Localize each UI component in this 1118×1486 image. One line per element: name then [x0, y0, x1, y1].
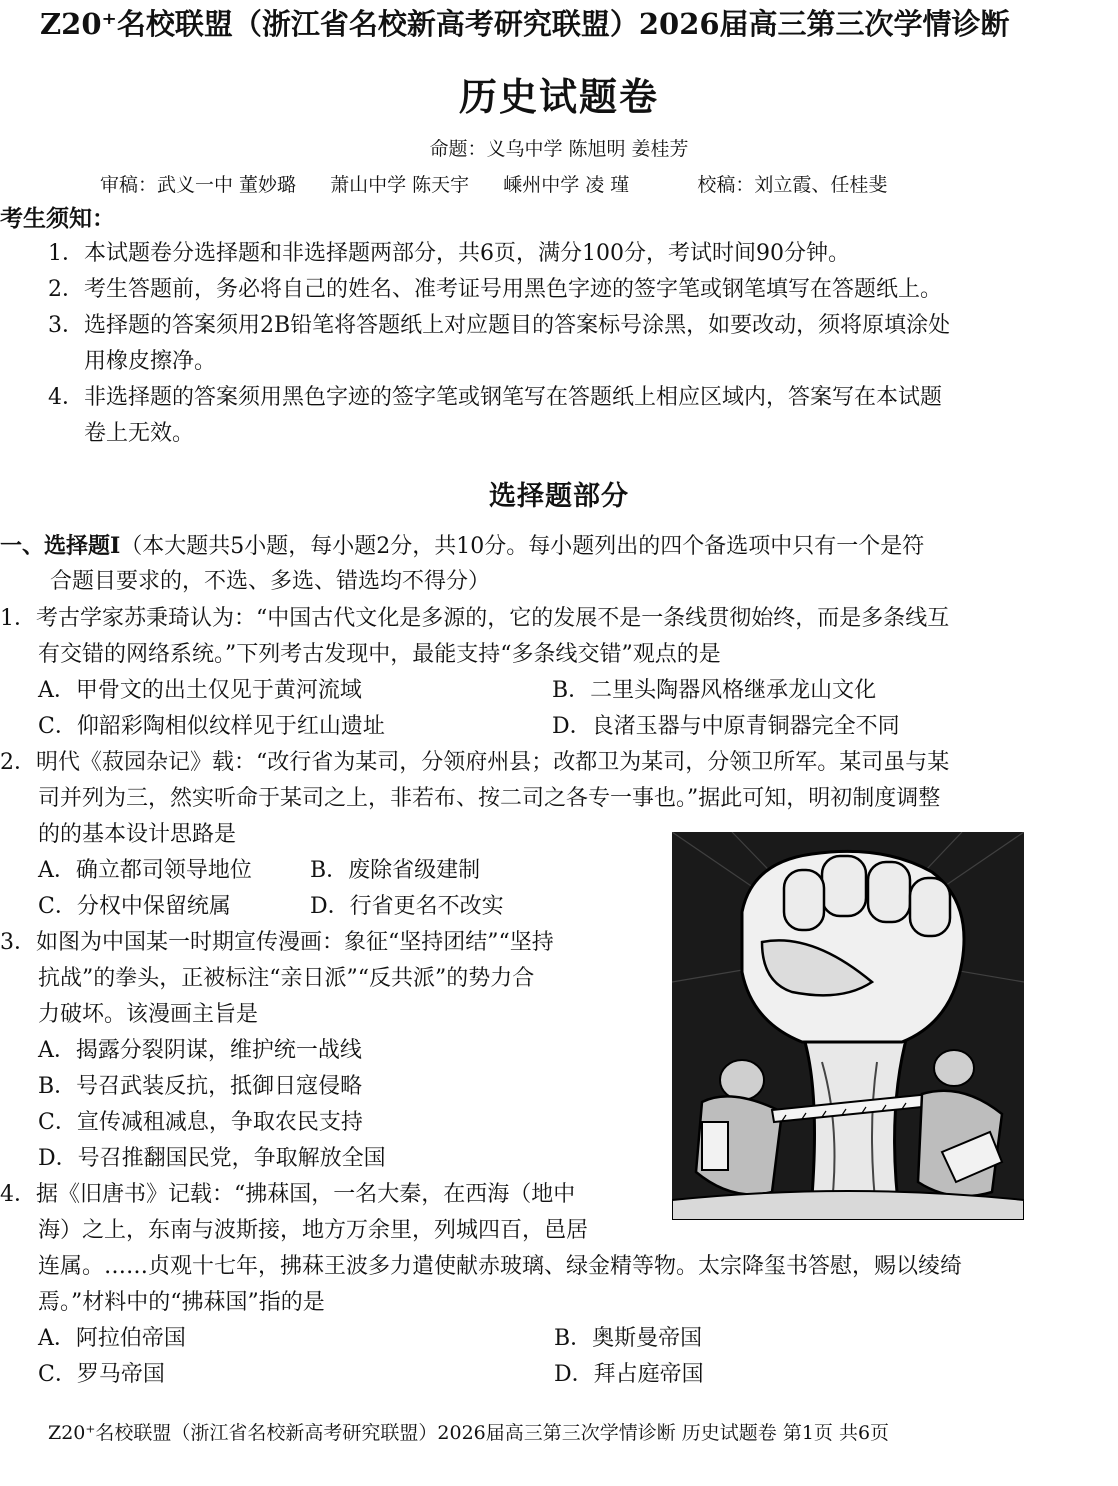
q3-line-2: 抗战”的拳头，正被标注“亲日派”“反共派”的势力合: [38, 966, 535, 991]
q4-option-b: B．奥斯曼帝国: [554, 1326, 703, 1351]
q4-option-a: A．阿拉伯帝国: [38, 1326, 186, 1351]
reviewer-1: 审稿：武义一中 董妙璐: [100, 174, 297, 196]
reviewer-3: 嵊州中学 凌 瑾: [503, 174, 630, 196]
q2-option-c: C．分权中保留统属: [38, 894, 231, 919]
notice-title: 考生须知：: [0, 205, 115, 232]
q3-line-3: 力破坏。该漫画主旨是: [38, 1002, 259, 1027]
notice-item-4: 4．非选择题的答案须用黑色字迹的签字笔或钢笔写在答题纸上相应区域内，答案写在本试题: [48, 385, 943, 410]
q4-line-2: 海）之上，东南与波斯接，地方万余里，列城四百，邑居: [38, 1218, 589, 1243]
q4-line-3: 连属。……贞观十七年，拂菻王波多力遣使献赤玻璃、绿金精等物。太宗降玺书答慰，赐以绫绮: [38, 1254, 963, 1279]
q2-line-1: 2．明代《菽园杂记》载：“改行省为某司，分领府州县；改都卫为某司，分领卫所军。某司虽与某: [0, 750, 950, 775]
q3-option-c: C．宣传减租减息，争取农民支持: [38, 1110, 363, 1135]
part-heading: [0, 528, 924, 565]
q3-line-1: 3．如图为中国某一时期宣传漫画：象征“坚持团结”“坚持: [0, 930, 554, 955]
notice-item-4-cont: 卷上无效。: [84, 421, 195, 446]
notice-item-2: 2．考生答题前，务必将自己的姓名、准考证号用黑色字迹的签字笔或钢笔填写在答题纸上。: [48, 277, 943, 302]
proofreader: 校稿：刘立霞、任桂斐: [697, 174, 888, 196]
exam-header-title: Z20⁺名校联盟（浙江省名校新高考研究联盟）2026届高三第三次学情诊断: [40, 7, 1010, 41]
q1-line-1: 1．考古学家苏秉琦认为：“中国古代文化是多源的，它的发展不是一条线贯彻始终，而是多条线互: [0, 606, 950, 631]
q1-line-2: 有交错的网络系统。”下列考古发现中，最能支持“多条线交错”观点的是: [38, 642, 721, 667]
q1-option-c: C．仰韶彩陶相似纹样见于红山遗址: [38, 714, 385, 739]
q4-option-c: C．罗马帝国: [38, 1362, 165, 1387]
part-description-cont: 合题目要求的，不选、多选、错选均不得分）: [50, 569, 491, 594]
reviewer-2: 萧山中学 陈天宇: [330, 174, 470, 196]
q3-option-d: D．号召推翻国民党，争取解放全国: [38, 1146, 386, 1171]
propaganda-cartoon-image: [672, 832, 1024, 1220]
section-title: 选择题部分: [489, 481, 629, 512]
authors-line: 命题：义乌中学 陈旭明 姜桂芳: [429, 138, 689, 160]
reviewers-line: [100, 170, 915, 197]
q2-option-d: D．行省更名不改实: [310, 894, 504, 919]
notice-item-3: 3．选择题的答案须用2B铅笔将答题纸上对应题目的答案标号涂黑，如要改动，须将原填涂处: [48, 313, 951, 338]
q4-line-1: 4．据《旧唐书》记载：“拂菻国，一名大秦，在西海（地中: [0, 1182, 576, 1207]
q2-line-2: 司并列为三，然实听命于某司之上，非若布、按二司之各专一事也。”据此可知，明初制度调整: [38, 786, 941, 811]
q2-line-3: 的的基本设计思路是: [38, 822, 237, 847]
q4-line-4: 焉。”材料中的“拂菻国”指的是: [38, 1290, 325, 1315]
paper-title: 历史试题卷: [458, 74, 659, 119]
q2-option-b: B．废除省级建制: [310, 858, 481, 883]
q1-option-b: B．二里头陶器风格继承龙山文化: [552, 678, 877, 703]
q4-option-d: D．拜占庭帝国: [554, 1362, 704, 1387]
notice-item-3-cont: 用橡皮擦净。: [84, 349, 217, 374]
part-label: 一、选择题Ⅰ: [0, 533, 121, 559]
q1-option-a: A．甲骨文的出土仅见于黄河流域: [38, 678, 362, 703]
q3-option-a: A．揭露分裂阴谋，维护统一战线: [38, 1038, 362, 1063]
page-footer: Z20⁺名校联盟（浙江省名校新高考研究联盟）2026届高三第三次学情诊断 历史试题卷 第1页 共6页: [48, 1422, 890, 1444]
q2-option-a: A．确立都司领导地位: [38, 858, 252, 883]
q3-option-b: B．号召武装反抗，抵御日寇侵略: [38, 1074, 363, 1099]
q1-option-d: D．良渚玉器与中原青铜器完全不同: [552, 714, 900, 739]
part-description: （本大题共5小题，每小题2分，共10分。每小题列出的四个备选项中只有一个是符: [120, 534, 925, 559]
notice-item-1: 1．本试题卷分选择题和非选择题两部分，共6页，满分100分，考试时间90分钟。: [48, 241, 850, 266]
